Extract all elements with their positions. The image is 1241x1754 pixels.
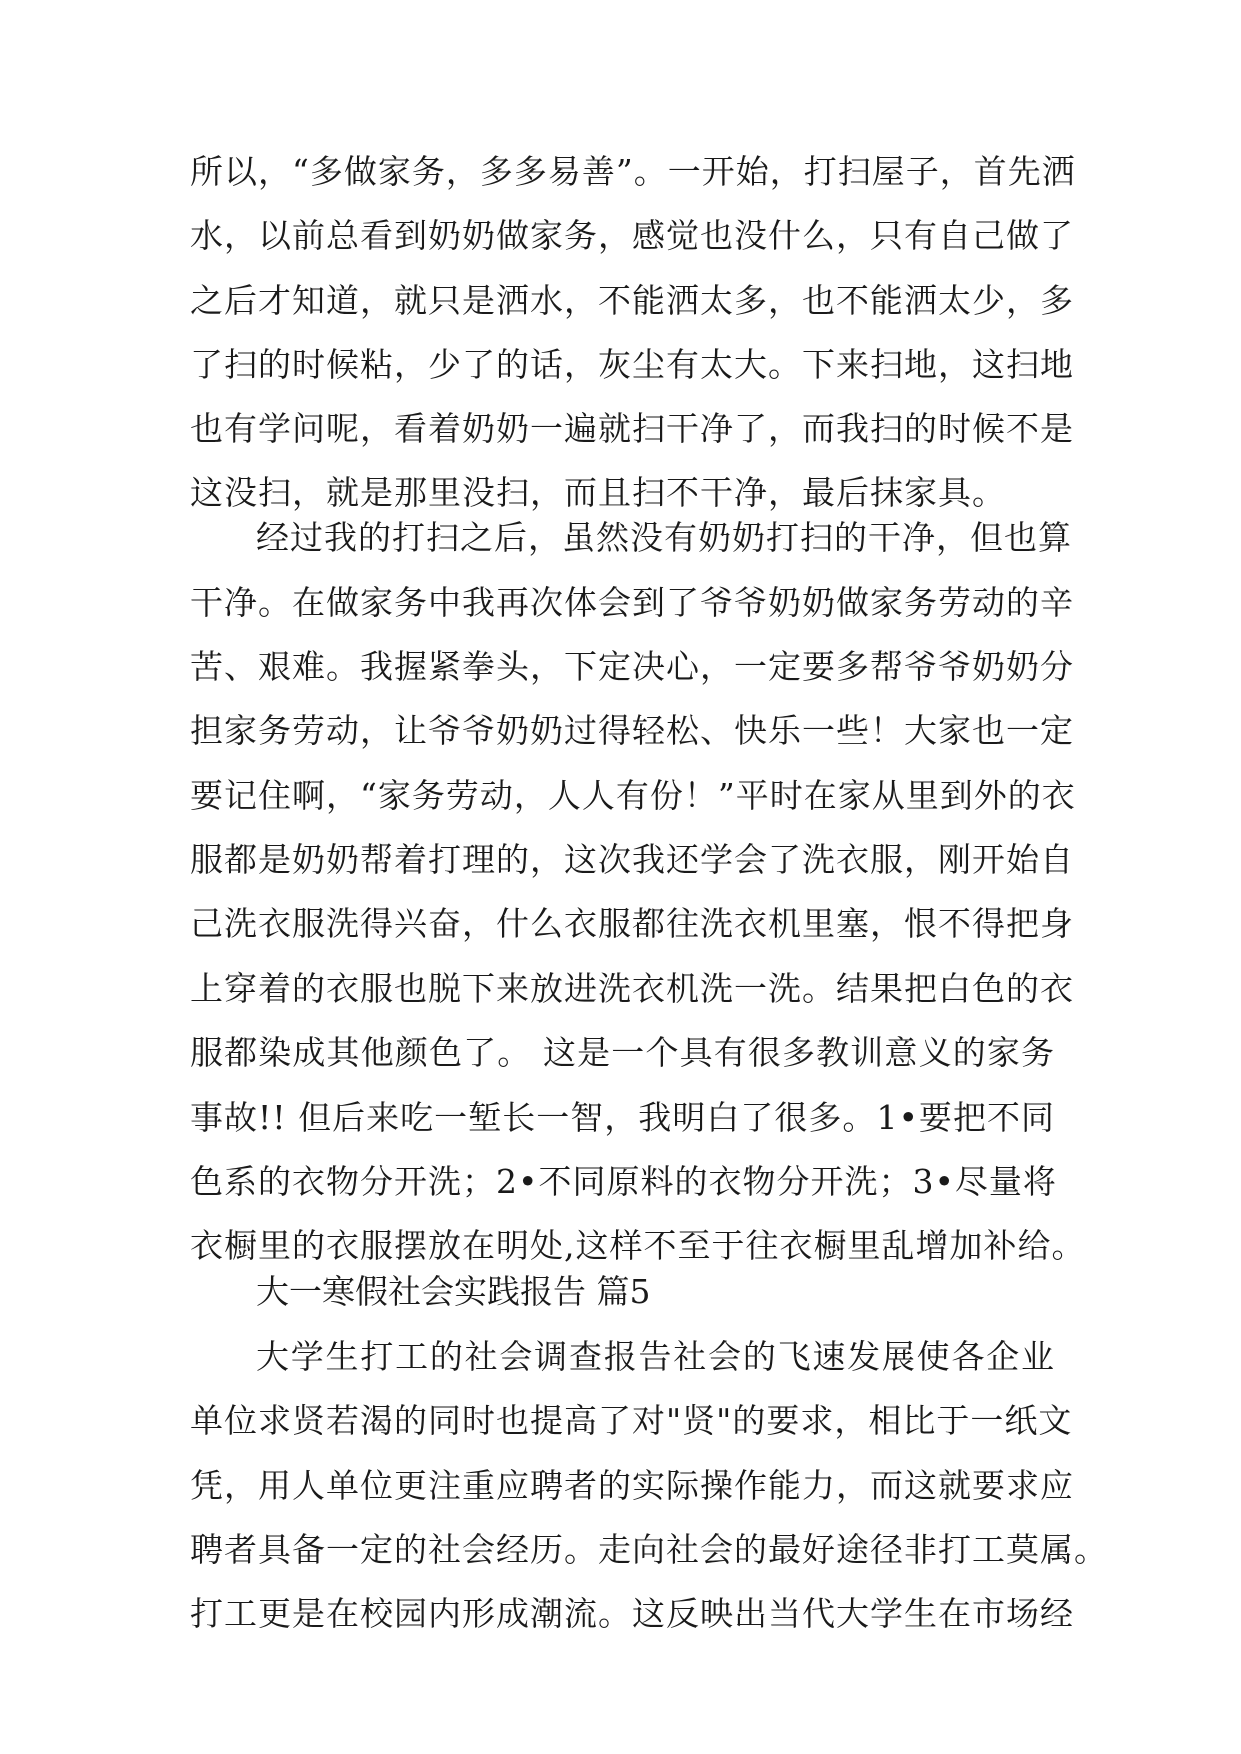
text-line: 服都染成其他颜色了。 这是一个具有很多教训意义的家务 [190,1033,1055,1072]
text-line: 事故!! 但后来吃一堑长一智，我明白了很多。1•要把不同 [190,1098,1055,1137]
text-line: 干净。在做家务中我再次体会到了爷爷奶奶做家务劳动的辛 [190,583,1074,622]
text-line: 凭，用人单位更注重应聘者的实际操作能力，而这就要求应 [190,1466,1074,1505]
section-heading: 大一寒假社会实践报告 篇5 [256,1272,651,1311]
text-line: 水，以前总看到奶奶做家务，感觉也没什么，只有自己做了 [190,216,1074,255]
text-line: 经过我的打扫之后，虽然没有奶奶打扫的干净，但也算 [256,518,1072,557]
text-line: 之后才知道，就只是洒水，不能洒太多，也不能洒太少，多 [190,281,1074,320]
text-line: 担家务劳动，让爷爷奶奶过得轻松、快乐一些！大家也一定 [190,711,1074,750]
text-line: 要记住啊，“家务劳动，人人有份！”平时在家从里到外的衣 [190,776,1076,815]
text-line: 单位求贤若渴的同时也提高了对"贤"的要求，相比于一纸文 [190,1401,1073,1440]
text-line: 聘者具备一定的社会经历。走向社会的最好途径非打工莫属。 [190,1530,1108,1569]
text-line: 打工更是在校园内形成潮流。这反映出当代大学生在市场经 [190,1594,1074,1633]
text-line: 己洗衣服洗得兴奋，什么衣服都往洗衣机里塞，恨不得把身 [190,904,1074,943]
text-line: 了扫的时候粘，少了的话，灰尘有太大。下来扫地，这扫地 [190,345,1074,384]
text-line: 大学生打工的社会调查报告社会的飞速发展使各企业 [256,1337,1055,1376]
text-line: 也有学问呢，看着奶奶一遍就扫干净了，而我扫的时候不是 [190,409,1074,448]
text-line: 色系的衣物分开洗；2•不同原料的衣物分开洗；3•尽量将 [190,1162,1057,1201]
text-line: 衣橱里的衣服摆放在明处,这样不至于往衣橱里乱增加补给。 [190,1226,1086,1265]
text-line: 这没扫，就是那里没扫，而且扫不干净，最后抹家具。 [190,473,1006,512]
text-line: 上穿着的衣服也脱下来放进洗衣机洗一洗。结果把白色的衣 [190,969,1074,1008]
text-line: 苦、艰难。我握紧拳头，下定决心，一定要多帮爷爷奶奶分 [190,647,1074,686]
text-line: 所以，“多做家务，多多易善”。一开始，打扫屋子，首先洒 [190,152,1076,191]
text-line: 服都是奶奶帮着打理的，这次我还学会了洗衣服，刚开始自 [190,840,1074,879]
